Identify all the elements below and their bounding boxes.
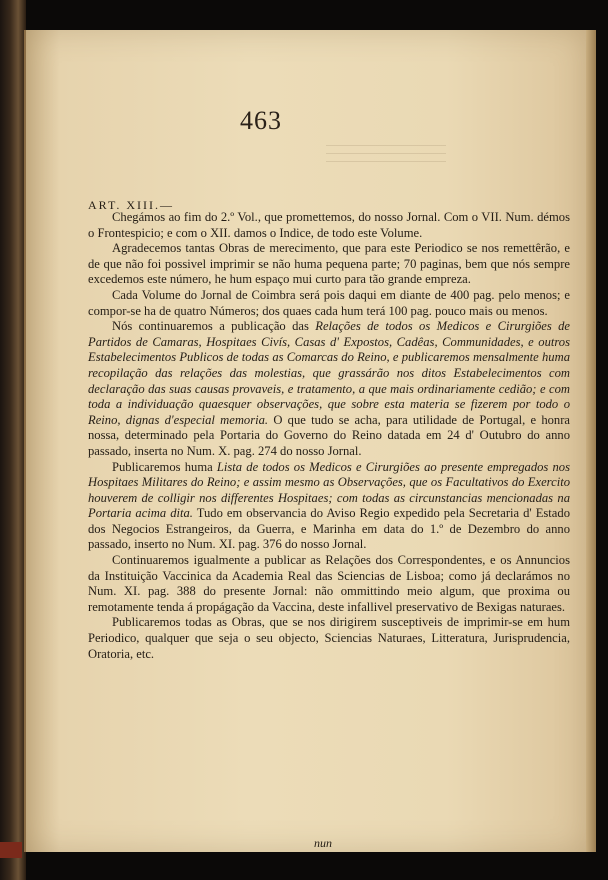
page-edge [586,30,596,852]
paragraph: Cada Volume do Jornal de Coimbra será pois daqui em diante de 400 pag. pelo menos; e compor-se ha de quatro Números; dos quaes cada hum terá 100 pag. pouco mais ou menos. [88,287,570,318]
book-spine [0,0,26,880]
paragraph [88,460,570,554]
bleed-through-text [326,138,446,168]
catchword: nun [314,836,332,850]
article-heading: ART. XIII.— [88,198,175,212]
page-number: 463 [240,106,282,135]
paragraph: Continuaremos igualmente a publicar as Relações dos Correspondentes, e os Annuncios da Instituição Vaccinica da Academia Real das Sciencias de Lisboa; como já declarámos no Num. XI. pag. 388 do presente Jornal: não ommittindo meio algum, que proxima ou remotamente tenda á propágação da Vaccina, deste infallivel preservativo de Bexigas naturaes. [88,553,570,614]
text-run: Tudo em observancia do Aviso Regio expedido pela Secretaria d' Estado dos Negocios Estrangeiros, da Guerra, e Marinha em data do 1.º de Dezembro do anno passado, inserto no Num. XI. pag. 376 do nosso Jornal. [88,506,570,552]
italic-text-run: Lista de todos os Medicos e Cirurgiões ao presente empregados nos Hospitaes Militares do Reino; e assim mesmo as Observações, que os Facultativos do Exercito houverem de colligir nos differentes Hospitaes; com todas as circunstancias mencionadas na Portaria acima dita. [88,459,570,521]
italic-text-run: Relações de todos os Medicos e Cirurgiões de Partidos de Camaras, Hospitaes Civís, Casas d' Expostos, Cadêas, Communidades, e outros Estabelecimentos Publicos de todas as Comarcas do Reino, e publicaremos mensalmente huma recopilação das relações das molestias, que grassárão nos ditos Estabelecimentos com declaração das suas causas provaveis, e tratamento, a que mais ordinariamente cedião; e com toda a individuação quaesquer observações, que sobre esta materia se fizerem por todo o Reino, dignas d'especial memoria. [88,319,571,427]
book-page [24,30,586,852]
text-run: Nós continuaremos a publicação das [112,319,316,334]
article-body [88,208,570,662]
paragraph: Chegámos ao fim do 2.º Vol., que promettemos, do nosso Jornal. Com o VII. Num. démos o Frontespicio; e com o XII. damos o Indice, de todo este Volume. [88,210,570,240]
text-run: Publicaremos huma [112,459,217,474]
spine-bookmark [0,842,22,858]
text-run: O que tudo se acha, para utilidade de Portugal, e honra nossa, determinado pela Portaria do Governo do Reino datada em 24 d' Outubro do anno passado, inserta no Num. X. pag. 274 do nosso Jornal. [88,412,570,458]
paragraph: Agradecemos tantas Obras de merecimento, que para este Periodico se nos remettêrão, e de que não foi possivel imprimir se não huma pequena parte; 70 paginas, bem que nós sempre excedemos este número, he hum espaço mui curto para tão grande empreza. [88,241,570,287]
paragraph [88,319,570,459]
paragraph: Publicaremos todas as Obras, que se nos dirigirem susceptiveis de imprimir-se em hum Periodico, qualquer que seja o seu objecto, Sciencias Naturaes, Litteratura, Jurisprudencia, Oratoria, etc. [88,615,570,661]
